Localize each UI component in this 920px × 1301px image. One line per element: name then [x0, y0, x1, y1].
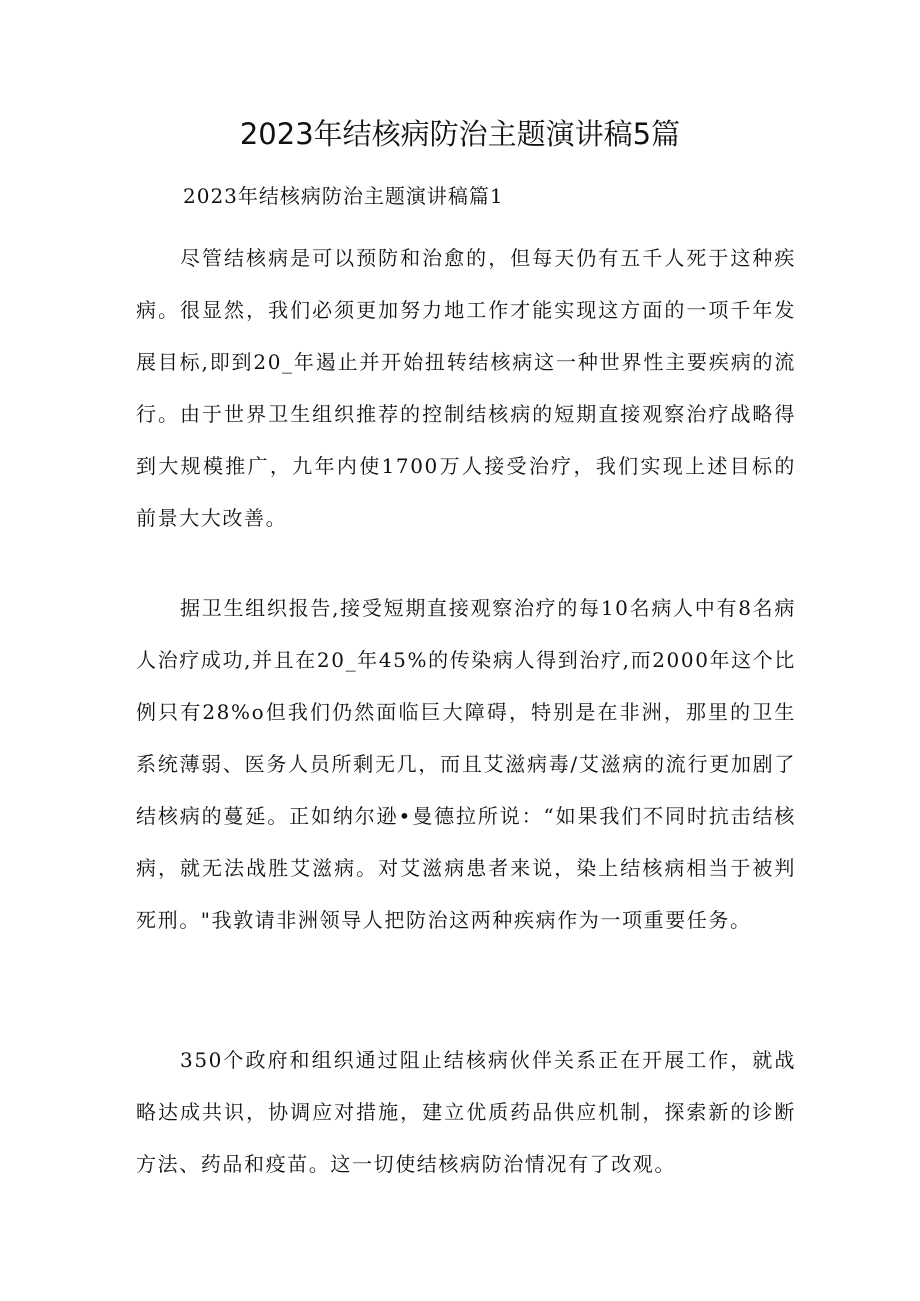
document-title: 2023年结核病防治主题演讲稿5篇: [239, 117, 681, 151]
document-subtitle: 2023年结核病防治主题演讲稿篇1: [183, 184, 504, 208]
paragraph-2: 据卫生组织报告,接受短期直接观察治疗的每10名病人中有8名病人治疗成功,并且在20_年45%的传染病人得到治疗,而2000年这个比例只有28%o但我们仍然面临巨大障碍，特别是在非洲，那里的卫生系统薄弱、医务人员所剩无几，而且艾滋病毒/艾滋病的流行更加剧了结核病的蔓延。正如纳尔逊•曼德拉所说：“如果我们不同时抗击结核病，就无法战胜艾滋病。对艾滋病患者来说，染上结核病相当于被判死刑。"我敦请非洲领导人把防治这两种疾病作为一项重要任务。: [136, 596, 796, 932]
paragraph-1: 尽管结核病是可以预防和治愈的，但每天仍有五千人死于这种疾病。很显然，我们必须更加努力地工作才能实现这方面的一项千年发展目标,即到20_年遏止并开始扭转结核病这一种世界性主要疾病的流行。由于世界卫生组织推荐的控制结核病的短期直接观察治疗战略得到大规模推广，九年内使1700万人接受治疗，我们实现上述目标的前景大大改善。: [136, 246, 796, 530]
paragraph-3: 350个政府和组织通过阻止结核病伙伴关系正在开展工作，就战略达成共识，协调应对措施，建立优质药品供应机制，探索新的诊断方法、药品和疫苗。这一切使结核病防治情况有了改观。: [136, 1048, 796, 1176]
